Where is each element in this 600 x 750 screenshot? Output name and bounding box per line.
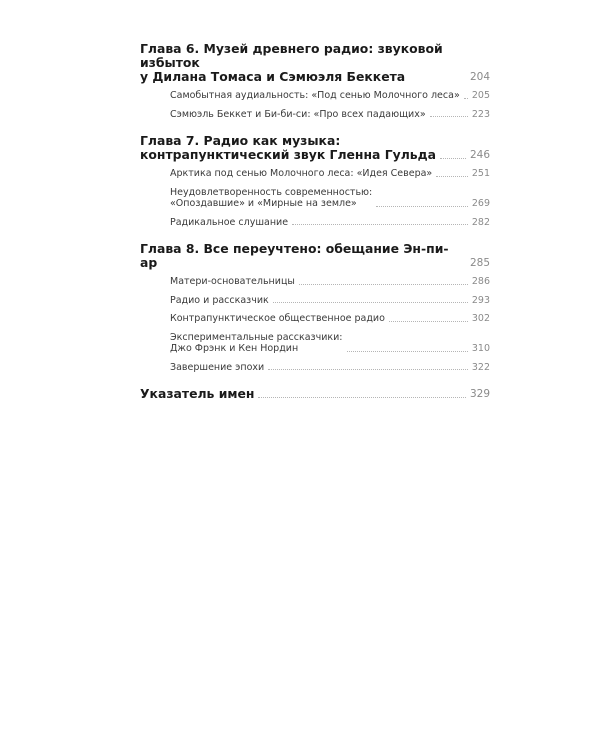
toc-section bbox=[170, 168, 490, 180]
toc-section bbox=[170, 362, 490, 374]
toc-section-title: Арктика под сенью Молочного леса: «Идея Севера» bbox=[170, 168, 433, 179]
toc-section bbox=[170, 109, 490, 121]
toc-index bbox=[140, 387, 490, 401]
toc-section bbox=[170, 332, 490, 355]
toc-section-title: Сэмюэль Беккет и Би-би-си: «Про всех падающих» bbox=[170, 108, 426, 120]
toc-chapter-6 bbox=[140, 42, 490, 84]
toc-section bbox=[170, 90, 490, 102]
dot-leader bbox=[292, 224, 468, 225]
toc-page-number: 310 bbox=[471, 343, 490, 354]
toc-page-number: 251 bbox=[471, 168, 490, 179]
toc-section-title: Радикальное слушание bbox=[170, 216, 289, 228]
dot-leader bbox=[436, 176, 468, 177]
toc-section bbox=[170, 217, 490, 229]
toc-section bbox=[170, 313, 490, 325]
toc-page-number: 322 bbox=[471, 361, 490, 373]
toc-section-title: Контрапунктическое общественное радио bbox=[170, 313, 385, 324]
toc-page-number: 223 bbox=[471, 108, 490, 120]
dot-leader bbox=[273, 302, 468, 303]
toc-chapter-title: Глава 7. Радио как музыка: контрапунктический звук Гленна Гульда bbox=[140, 133, 436, 162]
dot-leader bbox=[299, 284, 468, 285]
toc-chapter-7 bbox=[140, 134, 490, 162]
dot-leader bbox=[268, 369, 468, 370]
toc-section-title: Неудовлетворенность современностью: «Опоздавшие» и «Мирные на земле» bbox=[170, 186, 373, 209]
toc-section-title: Радио и рассказчик bbox=[170, 294, 269, 306]
dot-leader bbox=[464, 98, 468, 99]
toc-index-title: Указатель имен bbox=[140, 386, 255, 401]
toc-page-number: 204 bbox=[469, 71, 490, 83]
toc-page-number: 285 bbox=[469, 257, 490, 269]
toc-page-number: 205 bbox=[471, 90, 490, 101]
toc-section-title: Экспериментальные рассказчики: Джо Фрэнк и Кен Нордин bbox=[170, 331, 343, 354]
table-of-contents bbox=[140, 42, 490, 401]
dot-leader bbox=[389, 321, 468, 322]
toc-page-number: 282 bbox=[471, 216, 490, 228]
dot-leader bbox=[347, 351, 468, 352]
toc-section bbox=[170, 187, 490, 210]
toc-section-title: Матери-основательницы bbox=[170, 276, 295, 287]
toc-page-number: 329 bbox=[469, 388, 490, 400]
toc-page-number: 269 bbox=[471, 198, 490, 209]
toc-page-number: 302 bbox=[471, 313, 490, 324]
toc-section bbox=[170, 295, 490, 307]
toc-section-title: Самобытная аудиальность: «Под сенью Молочного леса» bbox=[170, 90, 460, 101]
dot-leader bbox=[258, 397, 465, 398]
toc-section-title: Завершение эпохи bbox=[170, 361, 265, 373]
toc-chapter-title: Глава 6. Музей древнего радио: звуковой избыток у Дилана Томаса и Сэмюэля Беккета bbox=[140, 41, 443, 84]
dot-leader bbox=[376, 206, 468, 207]
toc-chapter-title: Глава 8. Все переучтено: обещание Эн-пи-ар bbox=[140, 241, 449, 270]
dot-leader bbox=[430, 116, 468, 117]
toc-page-number: 293 bbox=[471, 294, 490, 306]
toc-page-number: 286 bbox=[471, 276, 490, 287]
toc-chapter-8 bbox=[140, 242, 490, 270]
dot-leader bbox=[440, 158, 466, 159]
toc-section bbox=[170, 276, 490, 288]
toc-page-number: 246 bbox=[469, 149, 490, 161]
